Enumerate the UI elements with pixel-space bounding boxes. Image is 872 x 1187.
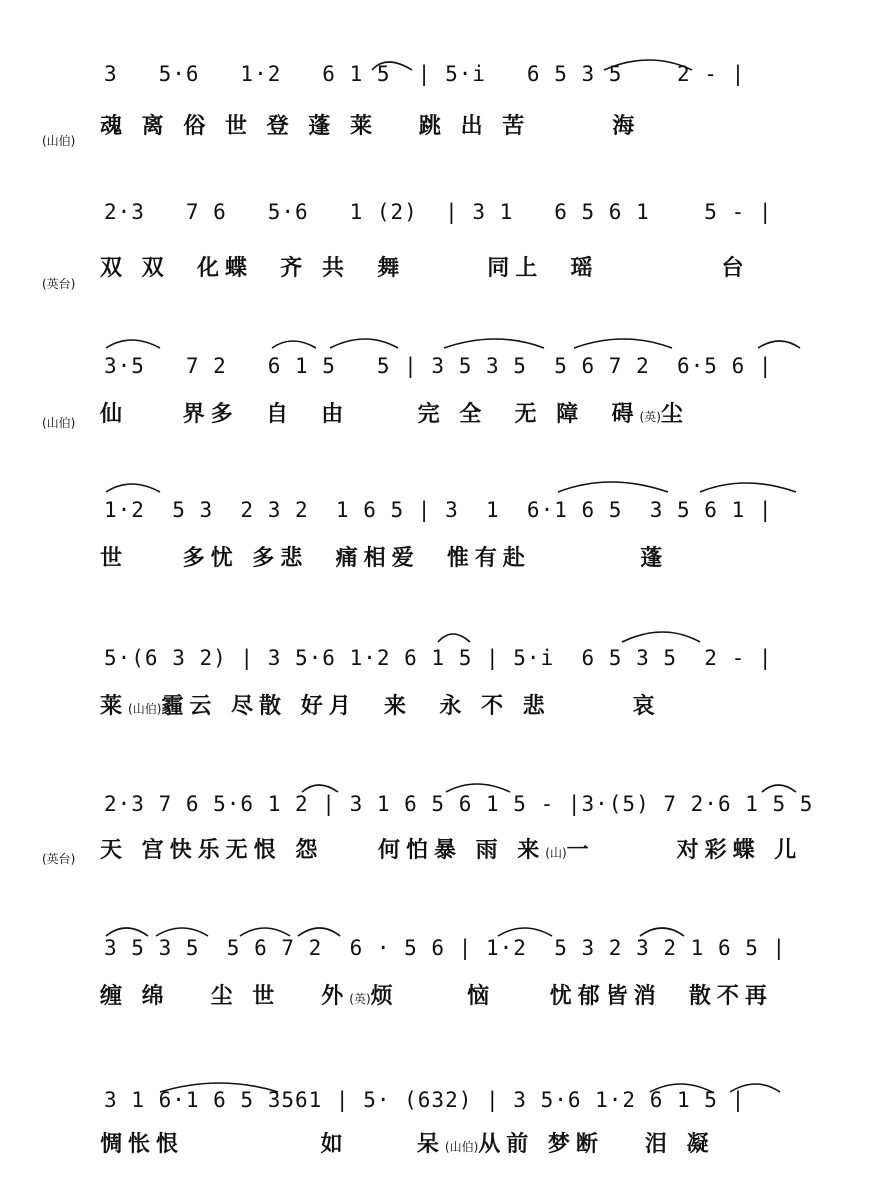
lyrics-text-tail: 尘 [660,401,689,427]
score-system-3 [0,318,872,448]
lyrics-line: 魂 离 俗 世 登 蓬 莱 跳 出 苦 海 [100,113,641,139]
notation-line: 3·5 7 2 6 1 5 5 | 3 5 3 5 5 6 7 2 6·5 6 | [104,354,773,378]
score-system-7 [0,902,872,1032]
lyrics-text-tail: 烦 恼 忧郁皆消 散不再 [370,983,773,1009]
lyrics-text: 莱 [100,693,129,719]
notation-line: 3 5·6 1·2 6 1 5 | 5·i 6 5 3 5 2 - | [104,62,746,86]
role-label: (山伯) [42,416,76,430]
role-label: (英台) [42,852,76,866]
lyrics-text: 惆怅恨 如 呆 [100,1131,445,1157]
score-system-4 [0,470,872,600]
lyrics-text: 仙 界多 自 由 完 全 无 障 碍 [100,401,640,427]
lyrics-line [100,830,830,870]
lyrics-line [100,1124,830,1164]
score-system-8 [0,1044,872,1174]
inline-role-label: (英) [639,410,661,424]
notation-line: 3 5 3 5 5 6 7 2 6 · 5 6 | 1·2 5 3 2 3 2 1 6 5 | [104,936,787,960]
score-system-5 [0,616,872,746]
lyrics-text-tail: 一 对彩蝶 儿 [566,837,803,863]
inline-role-label: (山伯) [128,702,162,716]
notation-line: 1·2 5 3 2 3 2 1 6 5 | 3 1 6·1 6 5 3 5 6 1 | [104,498,773,522]
score-system-1 [0,40,872,170]
inline-role-label: (山) [545,846,567,860]
lyrics-line: 双 双 化蝶 齐 共 舞 同上 瑶 台 [100,255,750,281]
lyrics-line [100,976,830,1016]
lyrics-line: 世 多忧 多悲 痛相爱 惟有赴 蓬 [100,545,669,571]
role-label: (英台) [42,277,76,291]
lyrics-text-tail: 霾云 尽散 好月 来 永 不 悲 哀 [161,693,661,719]
lyrics-text: 缠 绵 尘 世 外 [100,983,350,1009]
notation-line: 3 1 6·1 6 5 3561 | 5· (632) | 3 5·6 1·2 6 1 5 | [104,1088,746,1112]
score-system-2 [0,178,872,308]
inline-role-label: (英) [349,992,371,1006]
notation-line: 5·(6 3 2) | 3 5·6 1·2 6 1 5 | 5·i 6 5 3 5 2 - | [104,646,773,670]
lyrics-text: 天 宫快乐无恨 怨 何怕暴 雨 来 [100,837,546,863]
lyrics-text-tail: 从前 梦断 泪 凝 [478,1131,715,1157]
score-system-6 [0,758,872,888]
role-label: (山伯) [42,134,76,148]
lyrics-line [100,686,830,726]
notation-line: 2·3 7 6 5·6 1 2 | 3 1 6 5 6 1 5 - |3·(5) 7 2·6 1 5 5 [104,792,814,816]
inline-role-label: (山伯) [444,1140,479,1154]
notation-line: 2·3 7 6 5·6 1 (2) | 3 1 6 5 6 1 5 - | [104,200,773,224]
lyrics-line [100,394,830,434]
